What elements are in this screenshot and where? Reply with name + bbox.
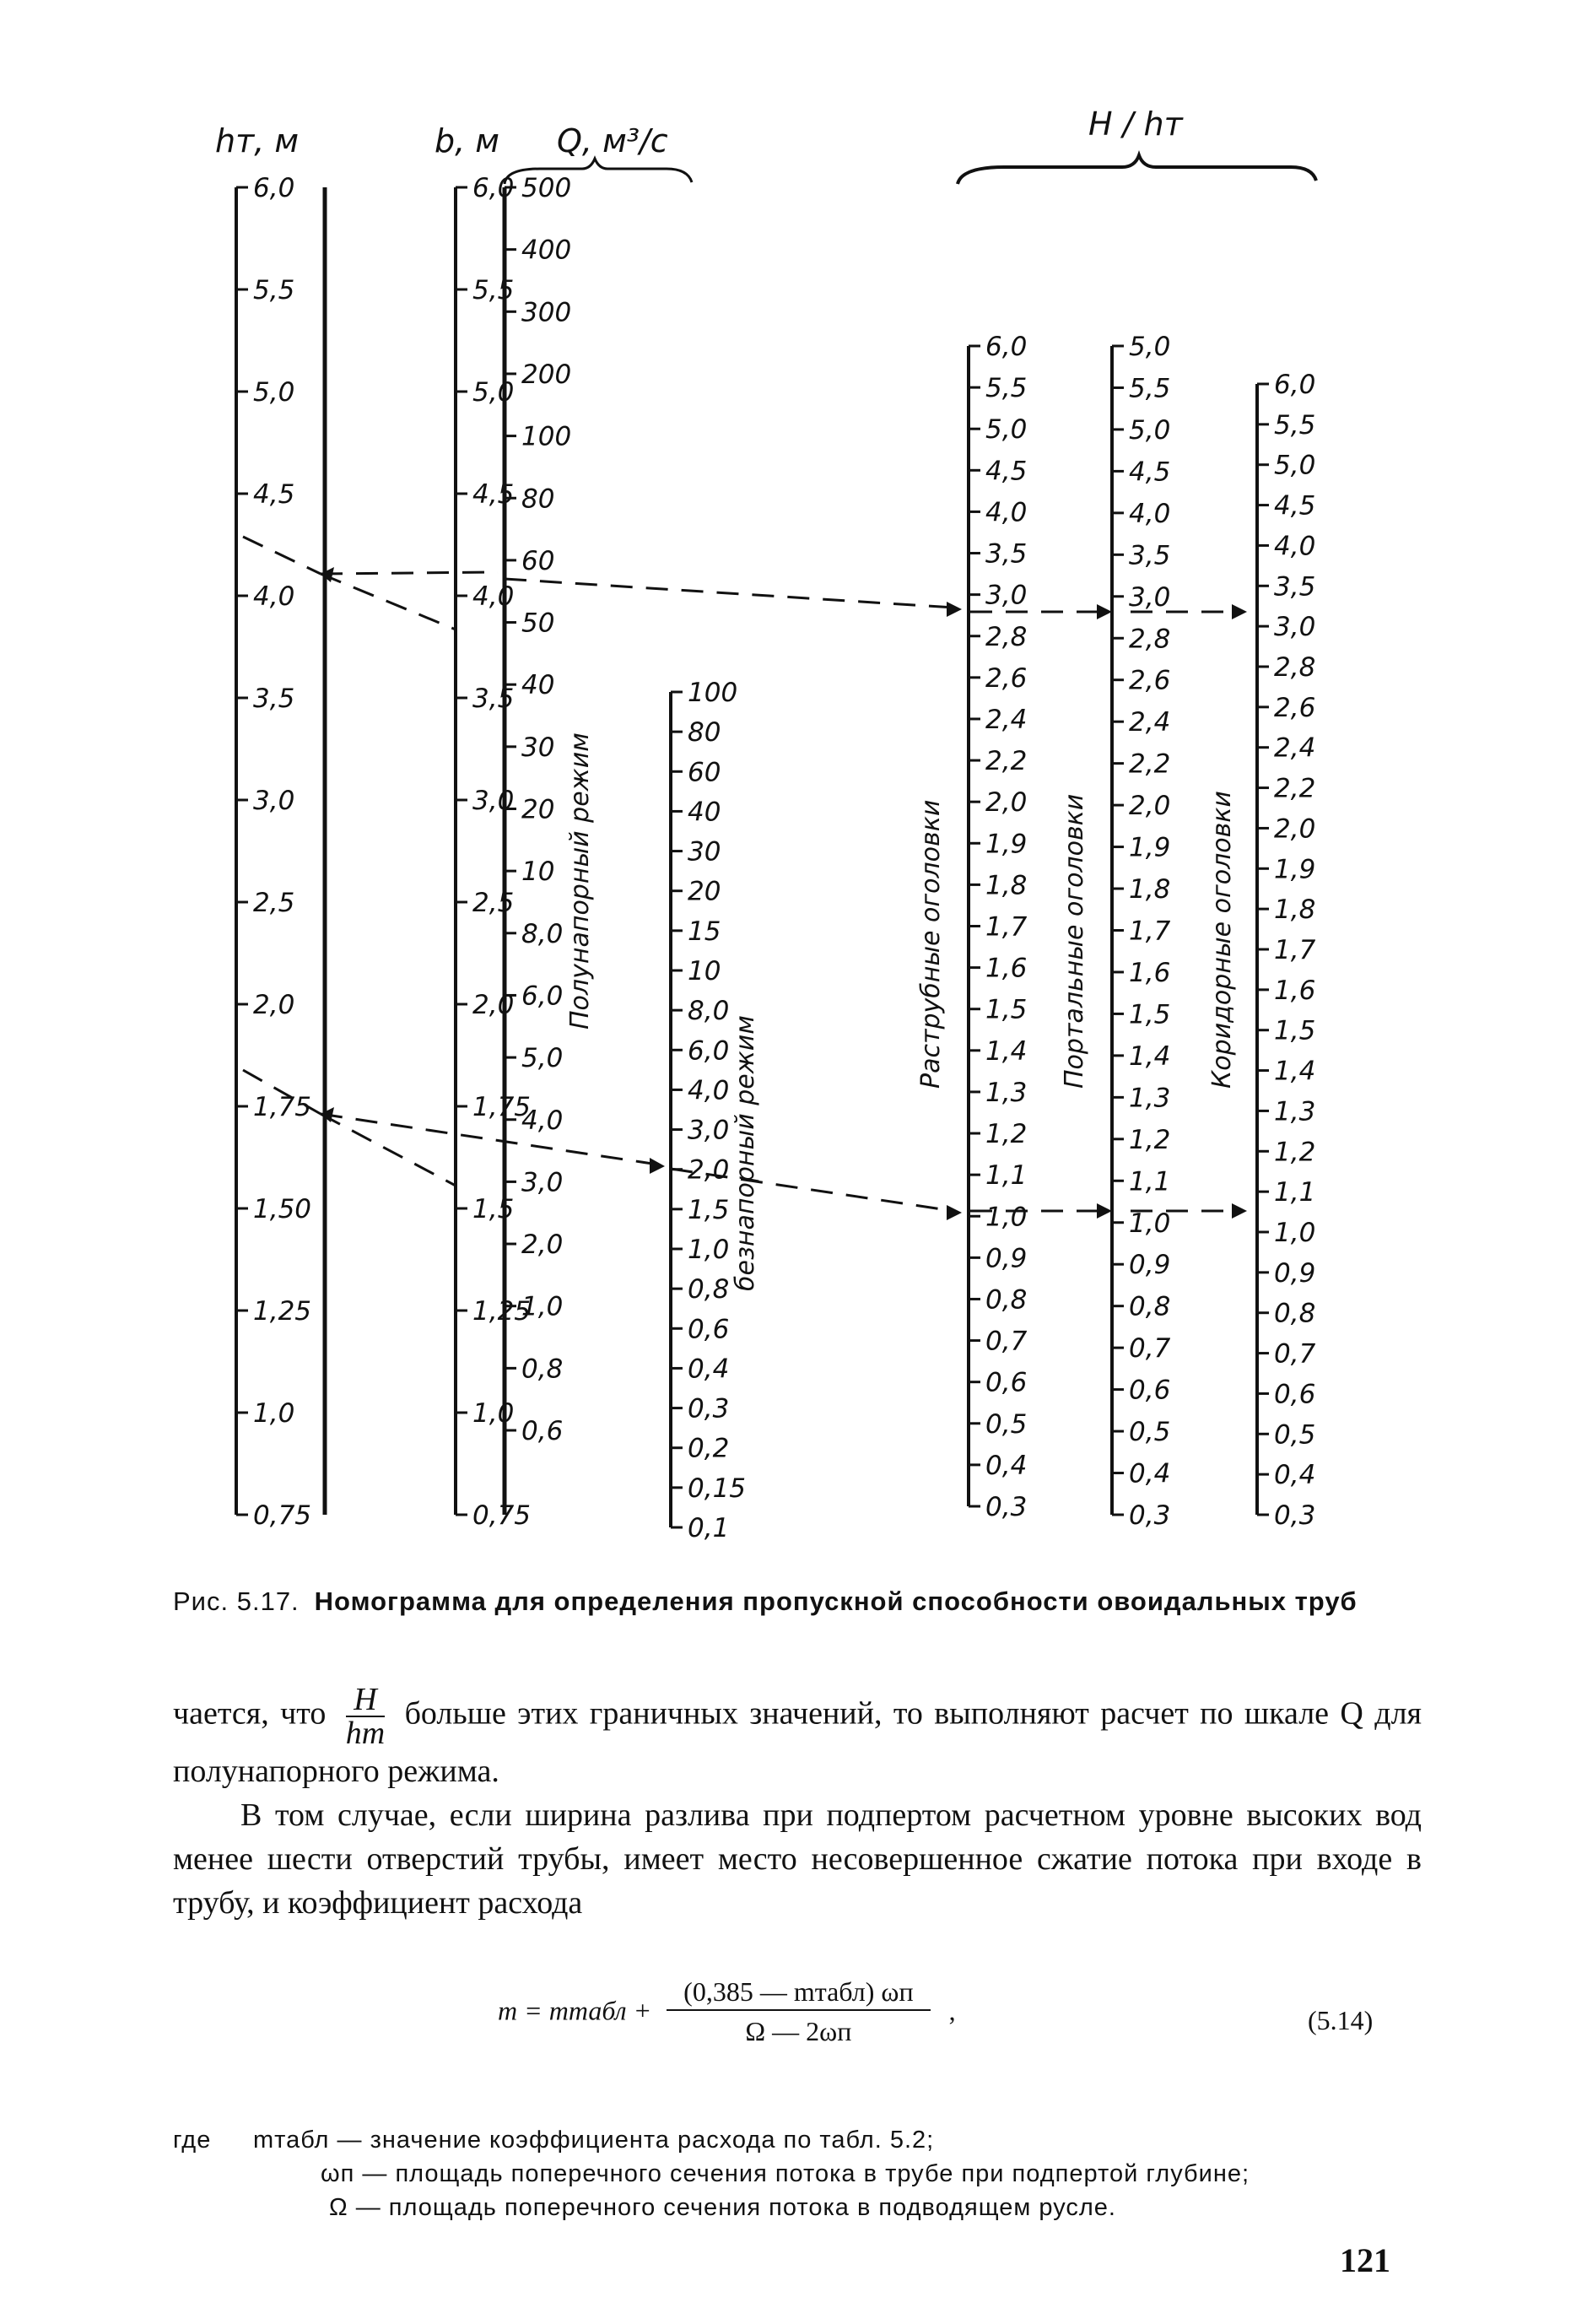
Q_free-tick-label: 0,2 bbox=[688, 1433, 730, 1464]
ht-tick-label: 3,0 bbox=[253, 786, 295, 816]
korid-tick-label: 1,6 bbox=[1274, 975, 1316, 1006]
Q_semi-tick-label: 8,0 bbox=[521, 918, 564, 949]
Q_semi-tick-label: 4,0 bbox=[521, 1105, 564, 1136]
definition-omega-p: ωп — площадь поперечного сечения потока в трубе при подпертой глубине; bbox=[321, 2160, 1250, 2187]
portal-tick-label: 3,5 bbox=[1129, 540, 1171, 571]
Q_free-tick-label: 2,0 bbox=[688, 1154, 730, 1186]
Q_free-tick-label: 15 bbox=[688, 916, 721, 947]
korid-tick-label: 1,4 bbox=[1274, 1056, 1316, 1087]
Q_free-tick-label: 0,1 bbox=[688, 1513, 730, 1543]
korid-tick-label: 0,6 bbox=[1274, 1379, 1316, 1410]
formula-comma: , bbox=[948, 1995, 956, 2026]
ht-tick-label: 1,0 bbox=[253, 1398, 295, 1429]
b-tick-label: 3,5 bbox=[472, 684, 515, 714]
ht-tick-label: 4,0 bbox=[253, 581, 295, 612]
portal-tick-label: 1,2 bbox=[1129, 1124, 1171, 1155]
portal-tick-label: 2,2 bbox=[1129, 749, 1171, 780]
raztrub-tick-label: 2,2 bbox=[985, 746, 1028, 777]
raztrub-tick-label: 3,5 bbox=[985, 538, 1028, 570]
paragraph-1 bbox=[173, 1684, 1422, 1793]
figure-number: Рис. 5.17. bbox=[173, 1586, 300, 1616]
paragraph-2: В том случае, если ширина разлива при подпертом расчетном уровне высоких вод менее шести отверстий трубы, имеет место несовершенное сжатие потока при входе в трубу, и коэффициент расхода bbox=[173, 1797, 1422, 1921]
korid-tick-label: 3,5 bbox=[1274, 571, 1316, 603]
raztrub-tick-label: 4,5 bbox=[985, 456, 1028, 487]
b-tick-label: 2,0 bbox=[472, 990, 515, 1020]
b-tick-label: 1,5 bbox=[472, 1194, 515, 1224]
Q_free-tick-label: 4,0 bbox=[688, 1075, 730, 1106]
label-korid: Коридорные оголовки bbox=[1207, 791, 1237, 1089]
portal-tick-label: 0,5 bbox=[1129, 1417, 1171, 1448]
b-tick-label: 4,5 bbox=[472, 479, 515, 510]
Q_free-tick-label: 0,6 bbox=[688, 1314, 730, 1345]
Q_semi-tick-label: 500 bbox=[521, 173, 572, 203]
label-semi-mode: Полунапорный режим bbox=[565, 732, 595, 1030]
raztrub-tick-label: 1,4 bbox=[985, 1035, 1028, 1067]
figure-caption-text: Номограмма для определения пропускной способности овоидальных труб bbox=[314, 1586, 1358, 1616]
formula-denominator: Ω — 2ωп bbox=[745, 2016, 852, 2046]
korid-tick-label: 0,3 bbox=[1274, 1500, 1316, 1531]
portal-tick-label: 5,0 bbox=[1129, 332, 1171, 362]
korid-tick-label: 1,1 bbox=[1274, 1177, 1316, 1208]
Q_semi-tick-label: 3,0 bbox=[521, 1167, 564, 1198]
portal-tick-label: 3,0 bbox=[1129, 581, 1171, 613]
raztrub-tick-label: 1,1 bbox=[985, 1160, 1028, 1192]
portal-tick-label: 0,3 bbox=[1129, 1500, 1171, 1531]
raztrub-tick-label: 0,8 bbox=[985, 1284, 1028, 1316]
korid-tick-label: 0,4 bbox=[1274, 1460, 1316, 1491]
Q_semi-tick-label: 0,6 bbox=[521, 1416, 564, 1446]
b-tick-label: 5,5 bbox=[472, 275, 515, 305]
Q_semi-tick-label: 0,8 bbox=[521, 1354, 564, 1385]
definition-m-tabl: mтабл — значение коэффициента расхода по табл. 5.2; bbox=[253, 2127, 935, 2154]
Q_free-tick-label: 10 bbox=[688, 956, 721, 986]
korid-tick-label: 0,8 bbox=[1274, 1298, 1316, 1329]
label-raztrub: Раструбные оголовки bbox=[916, 799, 946, 1089]
formula-numerator: (0,385 — mтабл) ωп bbox=[667, 1975, 930, 2011]
korid-tick-label: 0,5 bbox=[1274, 1419, 1316, 1451]
Q_free-tick-label: 20 bbox=[688, 876, 721, 907]
definitions-intro: где bbox=[173, 2127, 212, 2154]
Q_semi-tick-label: 80 bbox=[521, 484, 555, 515]
raztrub-tick-label: 0,9 bbox=[985, 1243, 1028, 1274]
raztrub-tick-label: 2,4 bbox=[985, 704, 1028, 735]
ht-tick-label: 2,5 bbox=[253, 888, 295, 918]
korid-tick-label: 1,0 bbox=[1274, 1218, 1316, 1248]
korid-tick-label: 2,4 bbox=[1274, 732, 1316, 764]
korid-tick-label: 4,5 bbox=[1274, 490, 1316, 522]
raztrub-tick-label: 1,2 bbox=[985, 1119, 1028, 1150]
portal-tick-label: 1,4 bbox=[1129, 1040, 1171, 1072]
ht-tick-label: 0,75 bbox=[253, 1500, 312, 1531]
Q_semi-tick-label: 40 bbox=[521, 670, 555, 701]
Q_semi-tick-label: 200 bbox=[521, 359, 572, 390]
Q_semi-tick-label: 30 bbox=[521, 732, 555, 763]
axis-title-ht: hт, м bbox=[215, 122, 300, 159]
portal-tick-label: 4,5 bbox=[1129, 457, 1171, 488]
b-tick-label: 6,0 bbox=[472, 173, 515, 203]
axis-title-Q: Q, м³/c bbox=[557, 122, 668, 159]
korid-tick-label: 1,3 bbox=[1274, 1096, 1316, 1127]
Q_free-tick-label: 0,15 bbox=[688, 1473, 747, 1504]
korid-tick-label: 1,7 bbox=[1274, 935, 1316, 965]
portal-tick-label: 1,3 bbox=[1129, 1083, 1171, 1114]
formula-5-14 bbox=[498, 1975, 956, 2047]
portal-tick-label: 0,6 bbox=[1129, 1375, 1171, 1406]
definition-Omega: Ω — площадь поперечного сечения потока в подводящем русле. bbox=[329, 2194, 1116, 2221]
ht-tick-label: 5,0 bbox=[253, 377, 295, 408]
portal-tick-label: 0,4 bbox=[1129, 1458, 1171, 1489]
frac-bottom: hт bbox=[345, 1716, 386, 1751]
raztrub-tick-label: 5,5 bbox=[985, 373, 1028, 404]
ht-tick-label: 6,0 bbox=[253, 173, 295, 203]
portal-tick-label: 1,9 bbox=[1129, 832, 1171, 863]
portal-tick-label: 2,6 bbox=[1129, 665, 1171, 696]
raztrub-tick-label: 2,8 bbox=[985, 621, 1028, 652]
Q_free-tick-label: 1,0 bbox=[688, 1235, 730, 1265]
korid-tick-label: 0,9 bbox=[1274, 1257, 1316, 1289]
raztrub-tick-label: 1,8 bbox=[985, 870, 1028, 901]
korid-tick-label: 2,6 bbox=[1274, 692, 1316, 723]
label-portal: Портальные оголовки bbox=[1060, 793, 1089, 1089]
b-tick-label: 2,5 bbox=[472, 888, 515, 918]
portal-tick-label: 0,7 bbox=[1129, 1333, 1171, 1365]
b-tick-label: 0,75 bbox=[472, 1500, 532, 1531]
b-tick-label: 5,0 bbox=[472, 377, 515, 408]
raztrub-tick-label: 1,9 bbox=[985, 829, 1028, 860]
Q_semi-tick-label: 2,0 bbox=[521, 1230, 564, 1261]
raztrub-tick-label: 1,0 bbox=[985, 1202, 1028, 1233]
Q_semi-tick-label: 400 bbox=[521, 235, 572, 266]
Q_semi-tick-label: 50 bbox=[521, 608, 555, 639]
korid-tick-label: 2,0 bbox=[1274, 813, 1316, 845]
Q_free-tick-label: 80 bbox=[688, 717, 721, 749]
portal-tick-label: 1,6 bbox=[1129, 957, 1171, 988]
korid-tick-label: 2,8 bbox=[1274, 652, 1316, 683]
Q_free-tick-label: 0,8 bbox=[688, 1274, 730, 1305]
page-number: 121 bbox=[1340, 2241, 1390, 2279]
portal-tick-label: 1,1 bbox=[1129, 1166, 1171, 1197]
b-tick-label: 4,0 bbox=[472, 581, 515, 612]
arrowheads bbox=[321, 567, 1247, 1220]
raztrub-tick-label: 6,0 bbox=[985, 332, 1028, 362]
raztrub-tick-label: 1,5 bbox=[985, 994, 1028, 1025]
Q_free-tick-label: 40 bbox=[688, 797, 721, 828]
korid-tick-label: 6,0 bbox=[1274, 370, 1316, 400]
portal-tick-label: 5,5 bbox=[1129, 373, 1171, 404]
ht-tick-label: 5,5 bbox=[253, 275, 295, 305]
portal-tick-label: 2,8 bbox=[1129, 624, 1171, 655]
Q_free-tick-label: 0,3 bbox=[688, 1393, 730, 1424]
ht-tick-label: 2,0 bbox=[253, 990, 295, 1020]
ht-tick-label: 4,5 bbox=[253, 479, 295, 510]
Q_semi-tick-label: 100 bbox=[521, 421, 572, 452]
raztrub-tick-label: 0,5 bbox=[985, 1408, 1028, 1440]
Q_semi-tick-label: 5,0 bbox=[521, 1043, 564, 1074]
brace-H-ht bbox=[958, 155, 1316, 184]
formula-fraction bbox=[667, 1975, 930, 2047]
raztrub-tick-label: 1,6 bbox=[985, 953, 1028, 984]
p1-end: больше этих граничных значений, то выполняют расчет по шкале Q для полунапорного режима. bbox=[173, 1695, 1422, 1789]
korid-tick-label: 1,8 bbox=[1274, 894, 1316, 926]
portal-tick-label: 2,0 bbox=[1129, 791, 1171, 822]
ht-tick-label: 1,25 bbox=[253, 1296, 312, 1327]
portal-tick-label: 1,0 bbox=[1129, 1208, 1171, 1239]
Q_free-tick-label: 0,4 bbox=[688, 1354, 730, 1385]
portal-tick-label: 0,9 bbox=[1129, 1250, 1171, 1281]
korid-tick-label: 5,5 bbox=[1274, 409, 1316, 440]
Q_semi-tick-label: 300 bbox=[521, 297, 572, 328]
Q_semi-tick-label: 10 bbox=[521, 857, 555, 888]
Q_semi-tick-label: 60 bbox=[521, 545, 555, 576]
Q_semi-tick-label: 6,0 bbox=[521, 981, 564, 1012]
raztrub-tick-label: 0,7 bbox=[985, 1326, 1028, 1357]
formula-lhs: m = mтабл + bbox=[498, 1995, 652, 2026]
raztrub-tick-label: 1,7 bbox=[985, 911, 1028, 943]
korid-tick-label: 3,0 bbox=[1274, 612, 1316, 643]
b-tick-label: 1,0 bbox=[472, 1398, 515, 1429]
raztrub-tick-label: 0,3 bbox=[985, 1492, 1028, 1522]
korid-tick-label: 1,5 bbox=[1274, 1015, 1316, 1046]
b-tick-label: 1,25 bbox=[472, 1296, 532, 1327]
raztrub-tick-label: 0,4 bbox=[985, 1450, 1028, 1481]
korid-tick-label: 1,9 bbox=[1274, 854, 1316, 885]
raztrub-tick-label: 5,0 bbox=[985, 414, 1028, 446]
raztrub-tick-label: 2,6 bbox=[985, 662, 1028, 694]
Q_free-tick-label: 3,0 bbox=[688, 1115, 730, 1146]
raztrub-tick-label: 1,3 bbox=[985, 1077, 1028, 1108]
korid-tick-label: 0,7 bbox=[1274, 1338, 1316, 1370]
b-tick-label: 3,0 bbox=[472, 786, 515, 816]
Q_free-tick-label: 8,0 bbox=[688, 996, 730, 1027]
portal-tick-label: 0,8 bbox=[1129, 1291, 1171, 1322]
Q_free-tick-label: 6,0 bbox=[688, 1035, 730, 1067]
portal-tick-label: 1,8 bbox=[1129, 874, 1171, 905]
axis-title-b: b, м bbox=[435, 122, 499, 159]
Q_free-tick-label: 60 bbox=[688, 757, 721, 788]
korid-tick-label: 1,2 bbox=[1274, 1137, 1316, 1168]
ht-tick-label: 3,5 bbox=[253, 684, 295, 714]
korid-tick-label: 4,0 bbox=[1274, 531, 1316, 562]
raztrub-tick-label: 4,0 bbox=[985, 497, 1028, 528]
ht-tick-label: 1,75 bbox=[253, 1092, 312, 1122]
raztrub-tick-label: 0,6 bbox=[985, 1367, 1028, 1398]
portal-tick-label: 5,0 bbox=[1129, 414, 1171, 446]
figure-caption bbox=[173, 1586, 1422, 1617]
Q_semi-tick-label: 1,0 bbox=[521, 1291, 564, 1322]
ht-tick-label: 1,50 bbox=[253, 1194, 312, 1224]
portal-tick-label: 1,5 bbox=[1129, 999, 1171, 1030]
portal-tick-label: 1,7 bbox=[1129, 916, 1171, 947]
axis-title-H-ht: H / hт bbox=[1088, 105, 1183, 143]
korid-tick-label: 2,2 bbox=[1274, 773, 1316, 804]
portal-tick-label: 2,4 bbox=[1129, 707, 1171, 738]
Q_free-tick-label: 30 bbox=[688, 836, 721, 867]
raztrub-tick-label: 3,0 bbox=[985, 580, 1028, 611]
raztrub-tick-label: 2,0 bbox=[985, 787, 1028, 819]
equation-number: (5.14) bbox=[1308, 2005, 1374, 2035]
label-free-mode: безнапорный режим bbox=[731, 1015, 760, 1291]
Q_free-tick-label: 1,5 bbox=[688, 1194, 730, 1225]
korid-tick-label: 5,0 bbox=[1274, 450, 1316, 481]
Q_semi-tick-label: 20 bbox=[521, 794, 555, 825]
portal-tick-label: 4,0 bbox=[1129, 498, 1171, 529]
p1-start: чается, что bbox=[173, 1695, 327, 1732]
fraction-H-ht bbox=[346, 1684, 385, 1749]
Q_free-tick-label: 100 bbox=[688, 678, 738, 708]
nomogram-scales bbox=[236, 173, 1316, 1543]
frac-top: H bbox=[346, 1684, 385, 1717]
b-tick-label: 1,75 bbox=[472, 1092, 532, 1122]
